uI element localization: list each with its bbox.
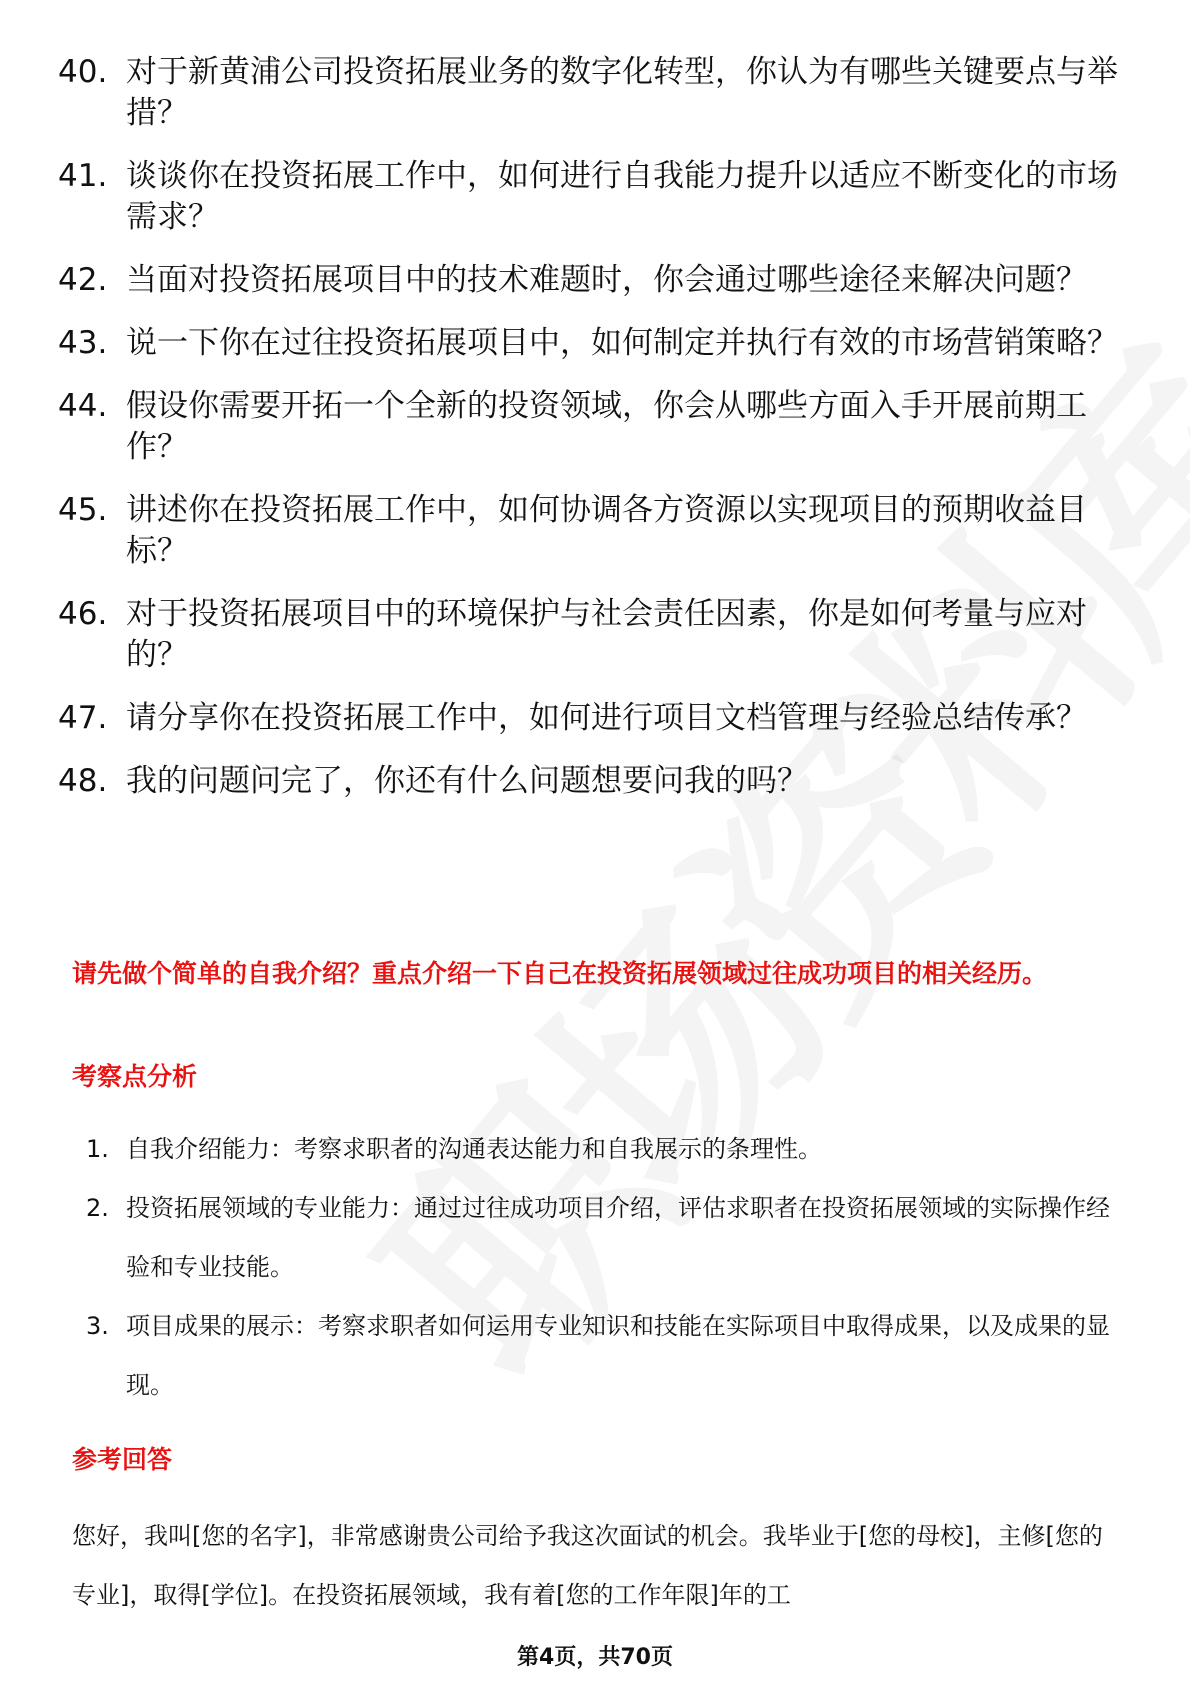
list-item <box>58 386 1138 468</box>
item-number: 45. <box>58 492 108 528</box>
item-number: 42. <box>58 262 108 298</box>
item-number: 44. <box>58 388 108 424</box>
highlight-question: 请先做个简单的自我介绍？重点介绍一下自己在投资拓展领域过往成功项目的相关经历。 <box>72 959 1048 988</box>
item-text: 自我介绍能力：考察求职者的沟通表达能力和自我展示的条理性。 <box>126 1135 822 1163</box>
list-item <box>58 156 1138 238</box>
item-text: 我的问题问完了，你还有什么问题想要问我的吗？ <box>126 763 808 799</box>
item-text: 请分享你在投资拓展工作中，如何进行项目文档管理与经验总结传承？ <box>126 700 1087 736</box>
list-item <box>86 1179 1126 1297</box>
list-item <box>58 490 1138 572</box>
item-text: 假设你需要开拓一个全新的投资领域，你会从哪些方面入手开展前期工作？ <box>126 388 1087 465</box>
item-text: 谈谈你在投资拓展工作中，如何进行自我能力提升以适应不断变化的市场需求？ <box>126 158 1118 235</box>
item-text: 项目成果的展示：考察求职者如何运用专业知识和技能在实际项目中取得成果，以及成果的显现。 <box>126 1312 1110 1399</box>
item-number: 2. <box>86 1194 109 1222</box>
item-text: 讲述你在投资拓展工作中，如何协调各方资源以实现项目的预期收益目标？ <box>126 492 1087 569</box>
item-number: 41. <box>58 158 108 194</box>
item-number: 47. <box>58 700 108 736</box>
analysis-title: 考察点分析 <box>72 1062 198 1091</box>
item-number: 46. <box>58 596 108 632</box>
list-item <box>86 1120 1126 1179</box>
item-text: 对于新黄浦公司投资拓展业务的数字化转型，你认为有哪些关键要点与举措？ <box>126 54 1118 131</box>
list-item <box>58 594 1138 676</box>
item-text: 说一下你在过往投资拓展项目中，如何制定并执行有效的市场营销策略？ <box>126 325 1118 361</box>
list-item <box>58 698 1138 739</box>
item-number: 3. <box>86 1312 109 1340</box>
list-item <box>58 260 1138 301</box>
item-number: 1. <box>86 1135 109 1163</box>
page-footer: 第4页，共70页 <box>517 1645 673 1670</box>
item-number: 48. <box>58 763 108 799</box>
list-item <box>86 1297 1126 1415</box>
item-text: 当面对投资拓展项目中的技术难题时，你会通过哪些途径来解决问题？ <box>126 262 1087 298</box>
list-item <box>58 323 1138 364</box>
item-number: 43. <box>58 325 108 361</box>
analysis-list <box>86 1120 1126 1415</box>
list-item <box>58 52 1138 134</box>
reference-answer: 您好，我叫[您的名字]，非常感谢贵公司给予我这次面试的机会。我毕业于[您的母校]，主修[您的专业]，取得[学位]。在投资拓展领域，我有着[您的工作年限]年的工 <box>72 1522 1103 1609</box>
item-text: 投资拓展领域的专业能力：通过过往成功项目介绍，评估求职者在投资拓展领域的实际操作经验和专业技能。 <box>126 1194 1110 1281</box>
list-item <box>58 761 1138 802</box>
item-text: 对于投资拓展项目中的环境保护与社会责任因素，你是如何考量与应对的？ <box>126 596 1087 673</box>
question-list <box>58 52 1138 824</box>
reference-title: 参考回答 <box>72 1445 173 1474</box>
item-number: 40. <box>58 54 108 90</box>
